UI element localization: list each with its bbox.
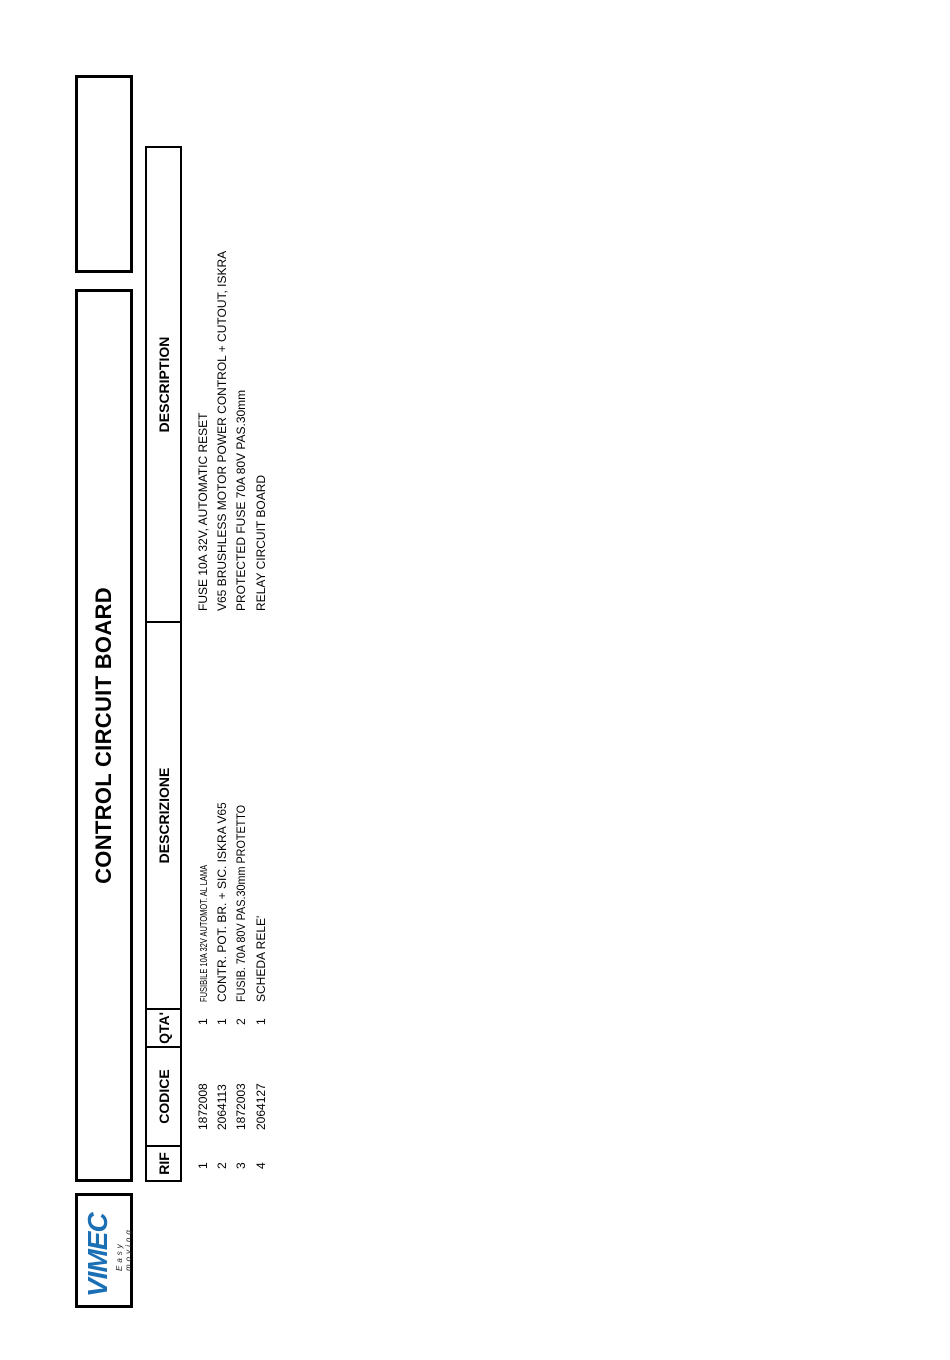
logo-tagline: Easy moving: [115, 1227, 133, 1271]
cell-codice: 2064127: [254, 1083, 268, 1130]
col-rif: RIF: [155, 1152, 172, 1175]
cell-descrizione: CONTR. POT. BR. + SIC. ISKRA V65: [215, 802, 229, 1002]
cell-codice: 2064113: [215, 1084, 229, 1130]
col-codice: CODICE: [155, 1069, 172, 1124]
cell-description: PROTECTED FUSE 70A 80V PAS.30mm: [234, 389, 248, 611]
cell-codice: 1872008: [196, 1083, 210, 1130]
page-title: CONTROL CIRCUIT BOARD: [91, 587, 116, 884]
cell-descrizione: [196, 819, 210, 1002]
vimec-logo: [82, 1199, 133, 1299]
cell-rif: 2: [215, 1162, 229, 1169]
cell-descrizione-text: FUSIB. 70A 80V PAS.30mm PROTETTO: [234, 804, 248, 1002]
header-divider: [147, 1145, 180, 1147]
cell-rif: 3: [234, 1162, 248, 1169]
col-descrizione: DESCRIZIONE: [155, 767, 172, 864]
header-divider: [147, 1008, 180, 1010]
cell-qta: 2: [234, 1018, 248, 1025]
cell-description: RELAY CIRCUIT BOARD: [254, 474, 268, 611]
cell-qta: 1: [254, 1018, 268, 1025]
col-description: DESCRIPTION: [155, 336, 172, 433]
cell-descrizione: SCHEDA RELE': [254, 915, 268, 1002]
blank-box: [75, 75, 133, 273]
cell-description: FUSE 10A 32V, AUTOMATIC RESET: [196, 412, 210, 611]
col-qta: QTA': [155, 1012, 172, 1044]
cell-descrizione: [234, 783, 248, 1002]
table-header: [145, 146, 182, 1182]
header-divider: [147, 1046, 180, 1048]
title-box: [75, 289, 133, 1182]
cell-qta: 1: [215, 1018, 229, 1025]
cell-rif: 1: [196, 1162, 210, 1169]
logo-box: [75, 1193, 133, 1308]
header-divider: [147, 621, 180, 623]
cell-rif: 4: [254, 1162, 268, 1169]
cell-descrizione-text: FUSIBILE 10A 32V AUTOMOT. AL LAMA: [199, 864, 210, 1002]
cell-description: V65 BRUSHLESS MOTOR POWER CONTROL + CUTOUT, ISKRA: [215, 250, 229, 611]
cell-codice: 1872003: [234, 1083, 248, 1130]
cell-qta: 1: [196, 1018, 210, 1025]
logo-mark: VIMEC: [82, 1213, 113, 1297]
